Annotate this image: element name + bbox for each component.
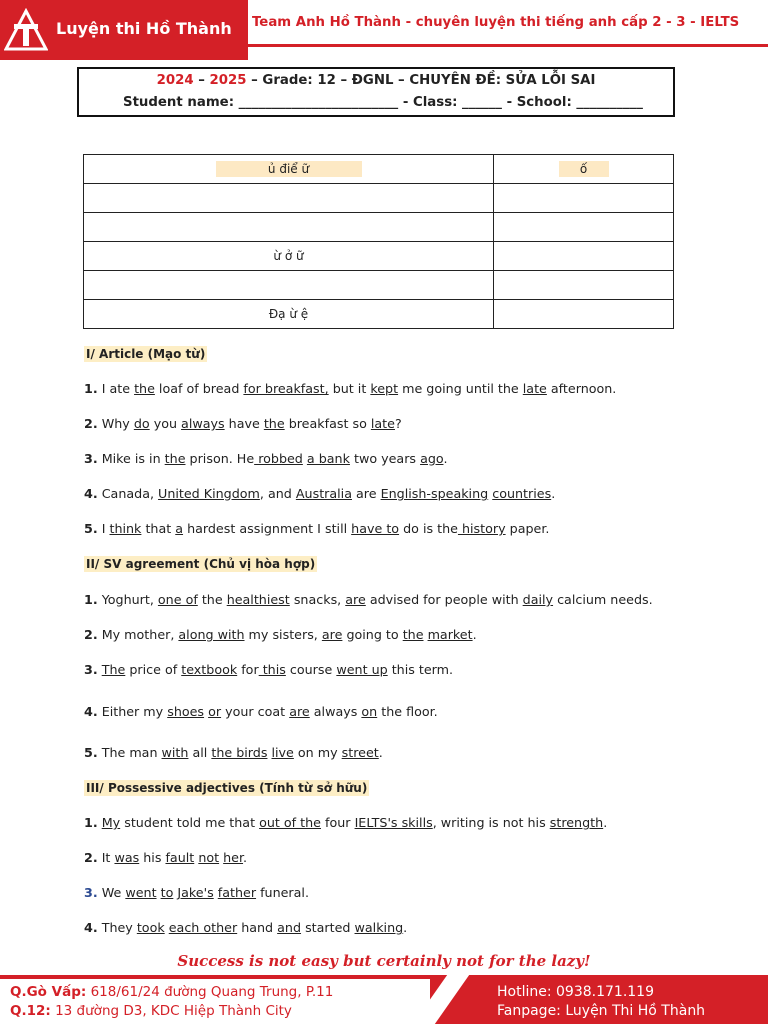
question-text: paper. bbox=[505, 521, 550, 536]
question-text: started bbox=[301, 920, 355, 935]
underlined-option: are bbox=[321, 627, 343, 642]
year-dash: – bbox=[193, 73, 210, 88]
section-sv-agreement-heading: II/ SV agreement (Chủ vị hòa hợp) bbox=[86, 557, 316, 571]
table-row bbox=[84, 300, 674, 329]
question-number: 1. bbox=[84, 381, 98, 396]
page-header bbox=[0, 0, 768, 60]
underlined-option: live bbox=[271, 745, 294, 760]
question-number: 4. bbox=[84, 920, 98, 935]
question-text: that bbox=[141, 521, 176, 536]
underlined-option: walking bbox=[354, 920, 404, 935]
underlined-option: a bank bbox=[306, 451, 350, 466]
question-article-5 bbox=[84, 521, 549, 536]
table-row bbox=[84, 184, 674, 213]
underlined-option: market bbox=[427, 627, 473, 642]
question-text: Mike is in bbox=[97, 451, 165, 466]
question-text: for bbox=[237, 662, 259, 677]
question-text: this term. bbox=[387, 662, 454, 677]
table-header-row bbox=[84, 155, 674, 184]
question-text: do is the bbox=[399, 521, 458, 536]
underlined-option: textbook bbox=[181, 662, 238, 677]
question-sv-3 bbox=[84, 662, 453, 677]
underlined-option: The bbox=[101, 662, 126, 677]
question-number: 3. bbox=[84, 662, 98, 677]
question-number: 1. bbox=[84, 592, 98, 607]
question-text: always bbox=[309, 704, 362, 719]
underlined-option: My bbox=[101, 815, 121, 830]
question-article-3 bbox=[84, 451, 448, 466]
underlined-option: out of the bbox=[259, 815, 321, 830]
question-sv-2 bbox=[84, 627, 477, 642]
question-text: , writing is not his bbox=[432, 815, 550, 830]
underlined-option: her bbox=[223, 850, 244, 865]
question-text: , and bbox=[259, 486, 296, 501]
question-text: me going until the bbox=[398, 381, 523, 396]
question-text: ? bbox=[394, 416, 402, 431]
underlined-option: or bbox=[208, 704, 222, 719]
student-info-line: Student name: ________________________ - Class: ______ - School: __________ bbox=[123, 95, 643, 110]
worksheet-title bbox=[79, 73, 673, 88]
question-text: prison. He bbox=[185, 451, 255, 466]
motto: Success is not easy but certainly not for the lazy! bbox=[177, 952, 591, 970]
underlined-option: street bbox=[341, 745, 379, 760]
question-text: funeral. bbox=[256, 885, 309, 900]
underlined-option: with bbox=[161, 745, 189, 760]
question-number: 5. bbox=[84, 521, 98, 536]
question-possessive-2 bbox=[84, 850, 247, 865]
footer-contact bbox=[497, 983, 705, 1021]
section-article-heading: I/ Article (Mạo từ) bbox=[86, 347, 206, 361]
question-text: . bbox=[472, 627, 477, 642]
underlined-option: are bbox=[345, 592, 366, 607]
question-number: 2. bbox=[84, 416, 98, 431]
table-row bbox=[84, 213, 674, 242]
underlined-option: not bbox=[198, 850, 220, 865]
question-number: 4. bbox=[84, 486, 98, 501]
question-text: hand bbox=[237, 920, 278, 935]
question-text: My mother, bbox=[97, 627, 179, 642]
question-text: . bbox=[603, 815, 608, 830]
title-rest: – Grade: 12 – ĐGNL – CHUYÊN ĐỀ: SỬA LỖI SAI bbox=[246, 73, 596, 88]
question-text: We bbox=[97, 885, 126, 900]
underlined-option: the bbox=[402, 627, 424, 642]
underlined-option: do bbox=[133, 416, 150, 431]
question-text: four bbox=[321, 815, 355, 830]
question-text: It bbox=[97, 850, 115, 865]
question-text: loaf of bread bbox=[154, 381, 244, 396]
question-text: Either my bbox=[97, 704, 168, 719]
question-text: The man bbox=[97, 745, 162, 760]
question-text: advised for people with bbox=[365, 592, 523, 607]
question-text: price of bbox=[125, 662, 182, 677]
question-text: two years bbox=[349, 451, 421, 466]
question-text: Canada, bbox=[97, 486, 159, 501]
question-text: Why bbox=[97, 416, 134, 431]
underlined-option: Jake's bbox=[177, 885, 214, 900]
question-text: the floor. bbox=[377, 704, 438, 719]
worksheet-info-box bbox=[77, 67, 675, 117]
underlined-option: always bbox=[181, 416, 225, 431]
score-table bbox=[83, 154, 674, 329]
underlined-option: the bbox=[164, 451, 186, 466]
underlined-option: healthiest bbox=[226, 592, 290, 607]
question-article-2 bbox=[84, 416, 402, 431]
underlined-option: ago bbox=[420, 451, 444, 466]
underlined-option: have to bbox=[351, 521, 400, 536]
question-possessive-4 bbox=[84, 920, 407, 935]
underlined-option: history bbox=[457, 521, 506, 536]
question-text: your coat bbox=[221, 704, 290, 719]
section-possessive-heading: III/ Possessive adjectives (Tính từ sở hữu) bbox=[86, 781, 368, 795]
question-possessive-1 bbox=[84, 815, 607, 830]
question-text: all bbox=[188, 745, 212, 760]
question-text: my sisters, bbox=[244, 627, 322, 642]
underlined-option: IELTS's skills bbox=[354, 815, 433, 830]
question-text: They bbox=[97, 920, 137, 935]
underlined-option: the birds bbox=[211, 745, 268, 760]
underlined-option: a bbox=[175, 521, 184, 536]
question-text: breakfast so bbox=[284, 416, 371, 431]
underlined-option: English-speaking bbox=[380, 486, 489, 501]
header-slogan: Team Anh Hồ Thành - chuyên luyện thi tiếng anh cấp 2 - 3 - IELTS bbox=[252, 15, 740, 30]
underlined-option: are bbox=[289, 704, 310, 719]
underlined-option: went bbox=[125, 885, 157, 900]
question-text: course bbox=[285, 662, 337, 677]
question-text: on my bbox=[293, 745, 342, 760]
question-text: the bbox=[197, 592, 227, 607]
question-text: . bbox=[243, 850, 248, 865]
question-text: student told me that bbox=[120, 815, 260, 830]
brand-banner bbox=[0, 0, 248, 60]
underlined-option: strength bbox=[549, 815, 604, 830]
question-number: 1. bbox=[84, 815, 98, 830]
question-text: going to bbox=[342, 627, 403, 642]
question-number: 3. bbox=[84, 451, 98, 466]
underlined-option: was bbox=[114, 850, 140, 865]
underlined-option: to bbox=[160, 885, 174, 900]
question-text: . bbox=[378, 745, 383, 760]
question-text: are bbox=[351, 486, 381, 501]
address-q12: Q.12: 13 đường D3, KDC Hiệp Thành City bbox=[10, 1003, 292, 1019]
question-text: . bbox=[551, 486, 556, 501]
table-cell: ừ ở ữ bbox=[84, 242, 494, 271]
underlined-option: took bbox=[136, 920, 165, 935]
question-sv-5 bbox=[84, 745, 383, 760]
question-number: 4. bbox=[84, 704, 98, 719]
question-text: have bbox=[224, 416, 264, 431]
page-footer bbox=[0, 975, 768, 1024]
underlined-option: United Kingdom bbox=[158, 486, 260, 501]
table-cell: Đạ ừ ệ bbox=[84, 300, 494, 329]
question-number: 5. bbox=[84, 745, 98, 760]
question-text: snacks, bbox=[289, 592, 346, 607]
fanpage: Fanpage: Luyện Thi Hồ Thành bbox=[497, 1003, 706, 1019]
brand-name: Luyện thi Hồ Thành bbox=[56, 19, 232, 38]
question-article-1 bbox=[84, 381, 616, 396]
question-text: afternoon. bbox=[546, 381, 617, 396]
underlined-option: and bbox=[277, 920, 302, 935]
question-text: but it bbox=[328, 381, 371, 396]
table-row bbox=[84, 271, 674, 300]
underlined-option: one of bbox=[157, 592, 198, 607]
score-header-right: ố bbox=[559, 161, 609, 177]
address-govap: Q.Gò Vấp: 618/61/24 đường Quang Trung, P.11 bbox=[10, 984, 334, 1000]
underlined-option: late bbox=[522, 381, 547, 396]
question-number: 3. bbox=[84, 885, 98, 900]
underlined-option: late bbox=[370, 416, 395, 431]
table-row bbox=[84, 242, 674, 271]
underlined-option: fault bbox=[165, 850, 195, 865]
question-text: his bbox=[139, 850, 166, 865]
underlined-option: along with bbox=[178, 627, 245, 642]
underlined-option: countries bbox=[492, 486, 552, 501]
question-text: I ate bbox=[97, 381, 135, 396]
underlined-option: robbed bbox=[254, 451, 303, 466]
year-start: 2024 bbox=[156, 73, 194, 88]
question-sv-4 bbox=[84, 704, 438, 719]
underlined-option: for breakfast, bbox=[243, 381, 329, 396]
question-text: I bbox=[97, 521, 110, 536]
question-number: 2. bbox=[84, 850, 98, 865]
question-sv-1 bbox=[84, 592, 653, 607]
question-text: Yoghurt, bbox=[97, 592, 158, 607]
question-text: you bbox=[149, 416, 182, 431]
hotline: Hotline: 0938.171.119 bbox=[497, 984, 654, 1000]
underlined-option: went up bbox=[336, 662, 388, 677]
underlined-option: the bbox=[263, 416, 285, 431]
question-text: calcium needs. bbox=[553, 592, 653, 607]
underlined-option: daily bbox=[522, 592, 554, 607]
question-number: 2. bbox=[84, 627, 98, 642]
underlined-option: the bbox=[134, 381, 155, 396]
question-article-4 bbox=[84, 486, 555, 501]
underlined-option: kept bbox=[370, 381, 399, 396]
question-text: . bbox=[403, 920, 408, 935]
underlined-option: father bbox=[217, 885, 257, 900]
year-end: 2025 bbox=[209, 73, 247, 88]
question-possessive-3 bbox=[84, 885, 309, 900]
footer-addresses bbox=[10, 983, 333, 1021]
question-text: . bbox=[443, 451, 448, 466]
brand-logo-icon bbox=[4, 8, 48, 52]
underlined-option: Australia bbox=[295, 486, 352, 501]
score-header-left: ủ điể ữ bbox=[216, 161, 362, 177]
underlined-option: this bbox=[258, 662, 286, 677]
underlined-option: each other bbox=[168, 920, 238, 935]
underlined-option: shoes bbox=[167, 704, 205, 719]
header-divider bbox=[248, 44, 768, 47]
underlined-option: on bbox=[361, 704, 378, 719]
question-text: hardest assignment I still bbox=[183, 521, 352, 536]
underlined-option: think bbox=[109, 521, 142, 536]
